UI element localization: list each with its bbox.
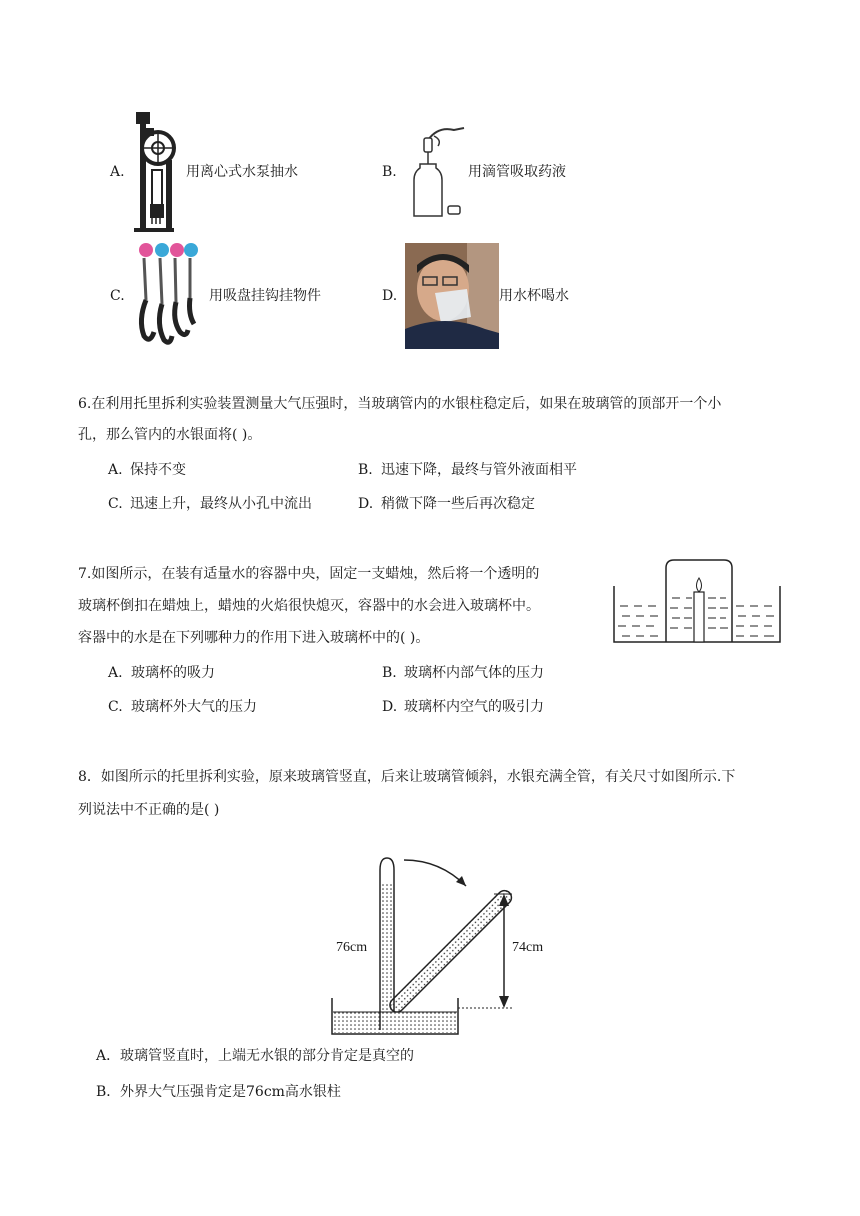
option-letter: A. [110,164,125,180]
option-letter: D. [382,699,398,715]
question-text-line: 孔，那么管内的水银面将( )。 [78,427,262,443]
dropper-icon [398,122,470,222]
option-letter: C. [108,496,123,512]
option-text: 用水杯喝水 [499,288,569,304]
option-text: 迅速下降，最终与管外液面相平 [381,462,577,478]
option-letter: B. [382,164,397,180]
option-text: 用离心式水泵抽水 [186,164,298,180]
option-text: 玻璃杯的吸力 [131,665,215,681]
option-letter: B. [358,462,373,478]
option-letter: D. [358,496,374,512]
option-letter: A. [108,462,123,478]
option-text: 迅速上升，最终从小孔中流出 [130,496,312,512]
option-text: 玻璃杯外大气的压力 [131,699,257,715]
option-text: 玻璃杯内部气体的压力 [404,665,544,681]
option-text: 玻璃管竖直时，上端无水银的部分肯定是真空的 [120,1048,414,1064]
vertical-length-label: 76cm [336,940,368,955]
candle-cup-diagram [612,556,782,644]
question-text-line: 7.如图所示，在装有适量水的容器中央，固定一支蜡烛，然后将一个透明的 [78,566,540,582]
option-text: 玻璃杯内空气的吸引力 [404,699,544,715]
option-letter: B. [382,665,397,681]
option-letter: A. [108,665,123,681]
height-label: 74cm [512,940,544,955]
drinking-photo [405,243,499,349]
question-text-line: 8．如图所示的托里拆利实验，原来玻璃管竖直，后来让玻璃管倾斜，水银充满全管，有关尺寸如图所示.下 [78,769,736,785]
option-letter: C. [110,288,125,304]
option-text: 稍微下降一些后再次稳定 [381,496,535,512]
question-text-line: 列说法中不正确的是( ) [78,802,220,818]
option-letter: D. [382,288,398,304]
question-text-line: 玻璃杯倒扣在蜡烛上，蜡烛的火焰很快熄灭，容器中的水会进入玻璃杯中。 [78,598,540,614]
option-text: 外界大气压强肯定是76cm高水银柱 [120,1084,341,1100]
option-text: 用吸盘挂钩挂物件 [209,288,321,304]
suction-hooks-icon [132,240,200,350]
water-pump-icon [130,110,178,232]
option-letter: A． [96,1048,121,1064]
question-text-line: 容器中的水是在下列哪种力的作用下进入玻璃杯中的( )。 [78,630,430,646]
option-text: 用滴管吸取药液 [468,164,566,180]
option-letter: B． [96,1084,121,1100]
option-letter: C. [108,699,123,715]
question-text-line: 6.在利用托里拆利实验装置测量大气压强时，当玻璃管内的水银柱稳定后，如果在玻璃管的顶部开一个小 [78,396,722,412]
option-text: 保持不变 [130,462,186,478]
